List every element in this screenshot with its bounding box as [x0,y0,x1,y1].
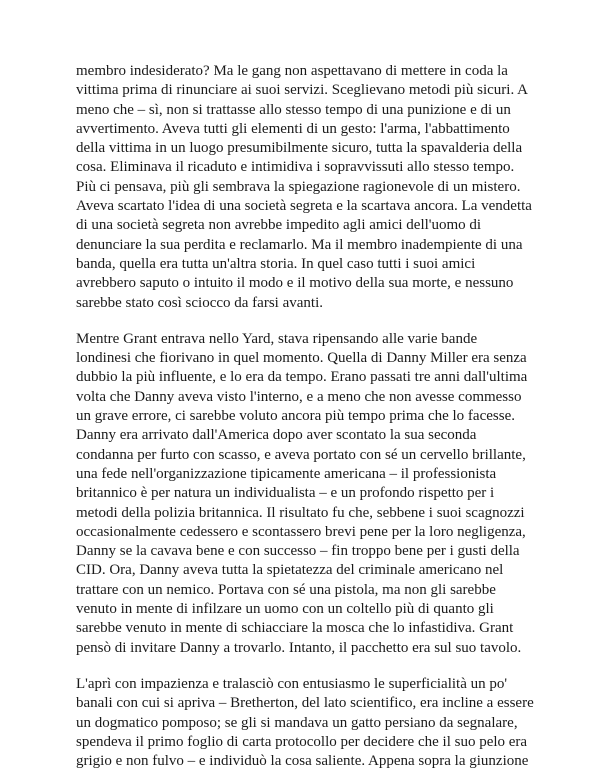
text-line: venuto in mente di infilzare un uomo con un coltello più di quanto gli [76,601,494,618]
paragraph-1 [76,62,536,313]
text-line: meno che – sì, non si trattasse allo stesso tempo di una punizione e di un [76,101,511,118]
text-line: della vittima in un luogo presumibilmente sicuro, tutta la spavalderia della [76,140,523,157]
text-line: una fede nell'organizzazione tipicamente americana – il professionista [76,465,497,482]
text-line: avrebbero saputo o intuito il modo e il motivo della sua morte, e nessuno [76,275,514,292]
text-line: Danny era arrivato dall'America dopo aver scontato la sua seconda [76,427,477,444]
text-line: Danny se la cavava bene e con successo – fin troppo bene per i gusti della [76,543,520,560]
paragraph-2 [76,330,536,658]
text-line: londinesi che fiorivano in quel momento. Quella di Danny Miller era senza [76,350,527,367]
text-line: di una società segreta non avrebbe impedito agli amici dell'uomo di [76,217,482,234]
text-line: metodi della polizia britannica. Il risultato fu che, sebbene i suoi scagnozzi [76,504,525,521]
paragraph-3 [76,675,536,771]
text-line: sarebbe stato così sciocco da farsi avanti. [76,294,323,311]
text-line: britannico è per natura un individualista – e un profondo rispetto per i [76,485,495,502]
text-line: Più ci pensava, più gli sembrava la spiegazione ragionevole di un mistero. [76,178,521,195]
text-line: spendeva il primo foglio di carta protocollo per decidere che il suo pelo era [76,733,528,750]
text-line: banali con cui si apriva – Bretherton, del lato scientifico, era incline a essere [76,695,534,712]
text-line: sarebbe venuto in mente di schiacciare la mosca che lo infastidiva. Grant [76,620,514,637]
text-line: membro indesiderato? Ma le gang non aspettavano di mettere in coda la [76,63,508,79]
text-line: un dogmatico pomposo; se gli si mandava un gatto persiano da segnalare, [76,714,518,731]
text-line: volta che Danny aveva visto l'interno, e a meno che non avesse commesso [76,388,522,405]
text-line: trattare con un nemico. Portava con sé una pistola, ma non gli sarebbe [76,581,496,598]
text-line: denunciare la sua perdita e reclamarlo. Ma il membro inadempiente di una [76,236,523,253]
body-text [76,62,536,771]
text-line: dubbio la più influente, e lo era da tempo. Erano passati tre anni dall'ultima [76,369,528,386]
text-line: condanna per furto con scasso, e aveva portato con sé un cervello brillante, [76,446,526,463]
text-line: vittima prima di rinunciare ai suoi servizi. Sceglievano metodi più sicuri. A [76,82,528,99]
text-line: L'aprì con impazienza e tralasciò con entusiasmo le superficialità un po' [76,675,508,692]
text-line: CID. Ora, Danny aveva tutta la spietatezza del criminale americano nel [76,562,504,579]
text-line: cosa. Eliminava il ricaduto e intimidiva i sopravvissuti allo stesso tempo. [76,159,515,176]
text-line: Mentre Grant entrava nello Yard, stava ripensando alle varie bande [76,330,478,347]
text-line: avvertimento. Aveva tutti gli elementi di un gesto: l'arma, l'abbattimento [76,120,510,137]
text-line: banda, quella era tutta un'altra storia. In quel caso tutti i suoi amici [76,255,476,272]
text-line: Aveva scartato l'idea di una società segreta e la scartava ancora. La vendetta [76,198,532,215]
text-line: un grave errore, ci sarebbe voluto ancora più tempo prima che lo facesse. [76,408,515,425]
text-line: pensò di invitare Danny a trovarlo. Intanto, il pacchetto era sul suo tavolo. [76,639,522,656]
text-line: grigio e non fulvo – e individuò la cosa saliente. Appena sopra la giunzione [76,753,529,770]
text-line: occasionalmente cedessero e scontassero brevi pene per la loro negligenza, [76,523,526,540]
